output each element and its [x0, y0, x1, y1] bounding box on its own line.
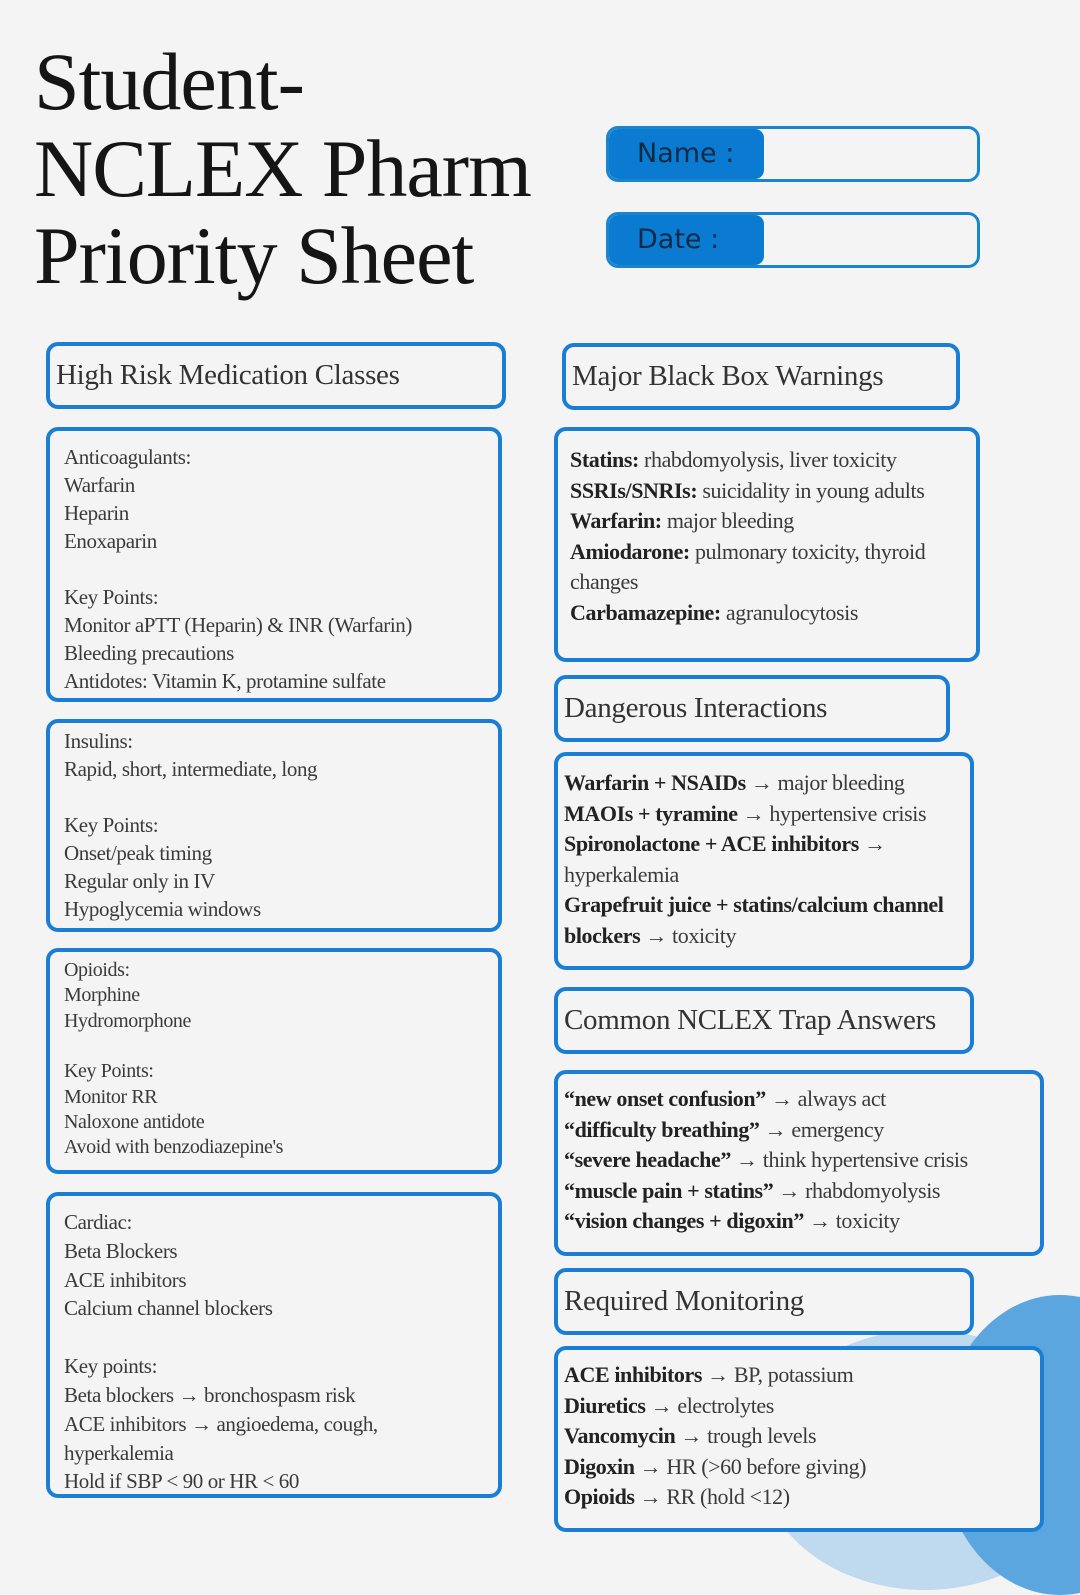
section-heading: Opioids: — [64, 959, 130, 981]
list-item: Avoid with benzodiazepine's — [64, 1136, 284, 1159]
key-points-heading: Key Points: — [64, 1060, 154, 1083]
list-item: hyperkalemia — [64, 1440, 174, 1465]
list-item: Heparin — [64, 501, 129, 525]
date-input[interactable] — [769, 215, 969, 265]
traps-header — [554, 987, 974, 1054]
section-heading: Anticoagulants: — [64, 445, 191, 469]
key-points-heading: Key Points: — [64, 585, 159, 609]
list-item: Regular only in IV — [64, 869, 215, 893]
list-item: Beta Blockers — [64, 1238, 178, 1263]
list-item: Statins: rhabdomyolysis, liver toxicity — [570, 447, 897, 472]
title-line-1: Student- — [34, 36, 304, 127]
title-line-3: Priority Sheet — [34, 210, 474, 301]
list-item: Beta blockers → bronchospasm risk — [64, 1382, 356, 1407]
list-item: Monitor RR — [64, 1085, 158, 1108]
anticoagulants-section — [46, 427, 502, 702]
list-item: Diuretics → electrolytes — [564, 1392, 774, 1418]
list-item: Enoxaparin — [64, 529, 157, 553]
list-item: ACE inhibitors → angioedema, cough, — [64, 1411, 378, 1436]
list-item: Warfarin + NSAIDs → major bleeding — [564, 770, 905, 795]
list-item: Bleeding precautions — [64, 641, 234, 665]
list-item: Amiodarone: pulmonary toxicity, thyroid changes — [570, 538, 926, 595]
list-item: Warfarin: major bleeding — [570, 508, 794, 534]
date-label: Date : — [609, 215, 764, 265]
list-item: Onset/peak timing — [64, 841, 212, 865]
section-heading: Cardiac: — [64, 1210, 132, 1234]
cardiac-section — [46, 1192, 502, 1498]
insulins-section — [46, 719, 502, 932]
traps-header-text: Common NCLEX Trap Answers — [564, 1004, 936, 1036]
high-risk-header — [46, 342, 506, 409]
opioids-section — [46, 948, 502, 1174]
list-item: Hypoglycemia windows — [64, 897, 261, 921]
list-item: Opioids → RR (hold <12) — [564, 1484, 790, 1510]
list-item: Hydromorphone — [64, 1009, 191, 1032]
traps-section — [554, 1070, 1044, 1256]
black-box-header-text: Major Black Box Warnings — [572, 360, 884, 392]
list-item: Antidotes: Vitamin K, protamine sulfate — [64, 669, 386, 693]
list-item: Morphine — [64, 984, 140, 1007]
title-line-2: NCLEX Pharm — [34, 123, 531, 214]
black-box-header — [562, 343, 960, 410]
list-item: Carbamazepine: agranulocytosis — [570, 599, 859, 625]
list-item: Vancomycin → trough levels — [564, 1423, 817, 1449]
interactions-header-text: Dangerous Interactions — [564, 692, 828, 724]
list-item: Naloxone antidote — [64, 1111, 205, 1134]
interactions-section — [554, 752, 974, 970]
list-item: SSRIs/SNRIs: suicidality in young adults — [570, 477, 925, 503]
list-item: ACE inhibitors → BP, potassium — [564, 1362, 854, 1387]
date-field[interactable] — [606, 212, 980, 268]
list-item: “difficulty breathing” → emergency — [564, 1116, 884, 1142]
name-label: Name : — [609, 129, 764, 179]
list-item: Monitor aPTT (Heparin) & INR (Warfarin) — [64, 613, 412, 637]
list-item: Spironolactone + ACE inhibitors → hyperkalemia — [564, 831, 886, 887]
list-item: Digoxin → HR (>60 before giving) — [564, 1453, 867, 1479]
monitoring-header-text: Required Monitoring — [564, 1285, 804, 1317]
list-item: MAOIs + tyramine → hypertensive crisis — [564, 800, 927, 826]
list-item: Rapid, short, intermediate, long — [64, 757, 318, 781]
name-input[interactable] — [769, 129, 969, 179]
interactions-header — [554, 675, 950, 742]
monitoring-section — [554, 1346, 1044, 1532]
key-points-heading: Key points: — [64, 1354, 158, 1379]
list-item: “severe headache” → think hypertensive crisis — [564, 1147, 968, 1173]
page-title — [34, 38, 574, 299]
high-risk-header-text: High Risk Medication Classes — [56, 359, 400, 391]
key-points-heading: Key Points: — [64, 813, 159, 837]
list-item: “vision changes + digoxin” → toxicity — [564, 1208, 900, 1234]
list-item: “new onset confusion” → always act — [564, 1086, 886, 1111]
list-item: Grapefruit juice + statins/calcium channel blockers → toxicity — [564, 892, 944, 948]
list-item: Calcium channel blockers — [64, 1296, 273, 1321]
section-heading: Insulins: — [64, 729, 133, 753]
list-item: Hold if SBP < 90 or HR < 60 — [64, 1469, 299, 1494]
list-item: “muscle pain + statins” → rhabdomyolysis — [564, 1177, 941, 1203]
list-item: ACE inhibitors — [64, 1267, 187, 1292]
monitoring-header — [554, 1268, 974, 1335]
black-box-section — [554, 427, 980, 662]
list-item: Warfarin — [64, 473, 135, 497]
name-field[interactable] — [606, 126, 980, 182]
